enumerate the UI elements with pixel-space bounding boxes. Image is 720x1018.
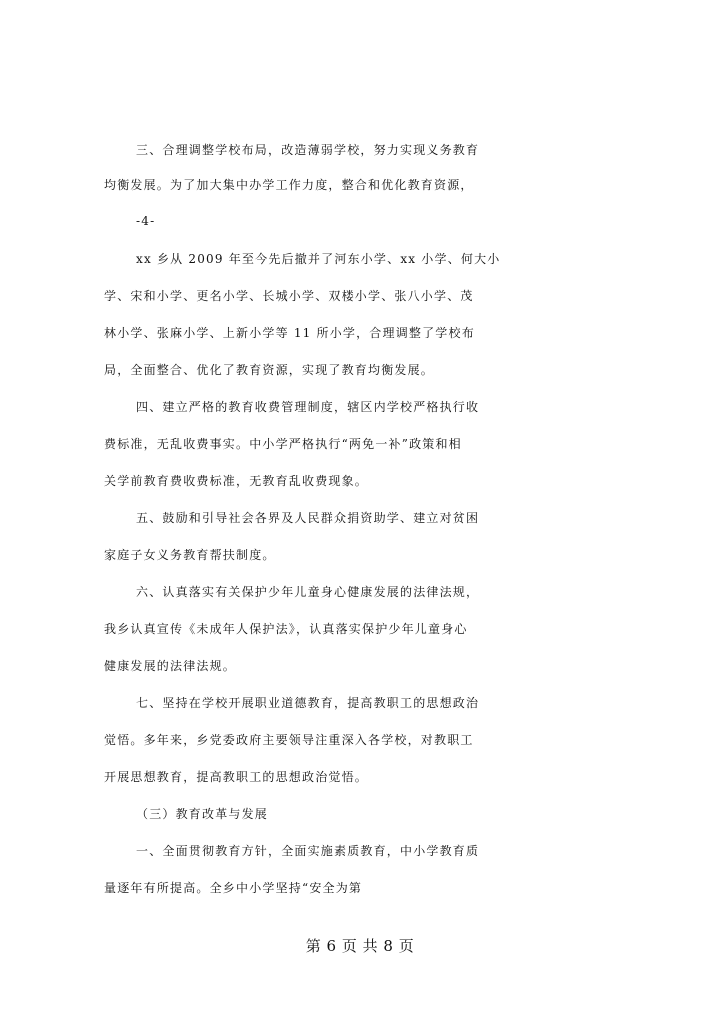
text-line-1: 三、合理调整学校布局，改造薄弱学校，努力实现义务教育 bbox=[136, 143, 480, 157]
section-heading: （三）教育改革与发展 bbox=[136, 807, 269, 821]
text-line-5: 林小学、张麻小学、上新小学等 11 所小学，合理调整了学校布 bbox=[104, 326, 475, 340]
text-line-14: 健康发展的法律法规。 bbox=[104, 659, 237, 673]
text-line-13: 我乡认真宣传《未成年人保护法》，认真落实保护少年儿童身心 bbox=[104, 622, 468, 636]
text-line-8: 费标准，无乱收费事实。中小学严格执行“两免一补”政策和相 bbox=[104, 437, 462, 451]
text-line-7: 四、建立严格的教育收费管理制度，辖区内学校严格执行收 bbox=[136, 400, 480, 414]
text-line-9: 关学前教育费收费标准，无教育乱收费现象。 bbox=[104, 474, 369, 488]
text-line-12: 六、认真落实有关保护少年儿童身心健康发展的法律法规， bbox=[136, 585, 480, 599]
text-line-4: 学、宋和小学、更名小学、长城小学、双楼小学、张八小学、茂 bbox=[104, 289, 474, 303]
text-line-11: 家庭子女义务教育帮扶制度。 bbox=[104, 548, 276, 562]
text-line-6: 局，全面整合、优化了教育资源，实现了教育均衡发展。 bbox=[104, 363, 435, 377]
text-line-10: 五、鼓励和引导社会各界及人民群众捐资助学、建立对贫困 bbox=[136, 511, 480, 525]
text-line-17: 开展思想教育，提高教职工的思想政治觉悟。 bbox=[104, 770, 369, 784]
text-line-3: xx 乡从 2009 年至今先后撤并了河东小学、xx 小学、何大小 bbox=[136, 252, 501, 266]
page-footer: 第 6 页 共 8 页 bbox=[305, 937, 415, 955]
text-line-2: 均衡发展。为了加大集中办学工作力度，整合和优化教育资源， bbox=[104, 178, 474, 192]
text-line-15: 七、坚持在学校开展职业道德教育，提高教职工的思想政治 bbox=[136, 696, 480, 710]
inline-page-number: -4- bbox=[136, 214, 156, 228]
text-line-18: 一、全面贯彻教育方针，全面实施素质教育，中小学教育质 bbox=[136, 844, 480, 858]
text-line-19: 量逐年有所提高。全乡中小学坚持“安全为第 bbox=[104, 881, 363, 895]
text-line-16: 觉悟。多年来，乡党委政府主要领导注重深入各学校，对教职工 bbox=[104, 733, 474, 747]
